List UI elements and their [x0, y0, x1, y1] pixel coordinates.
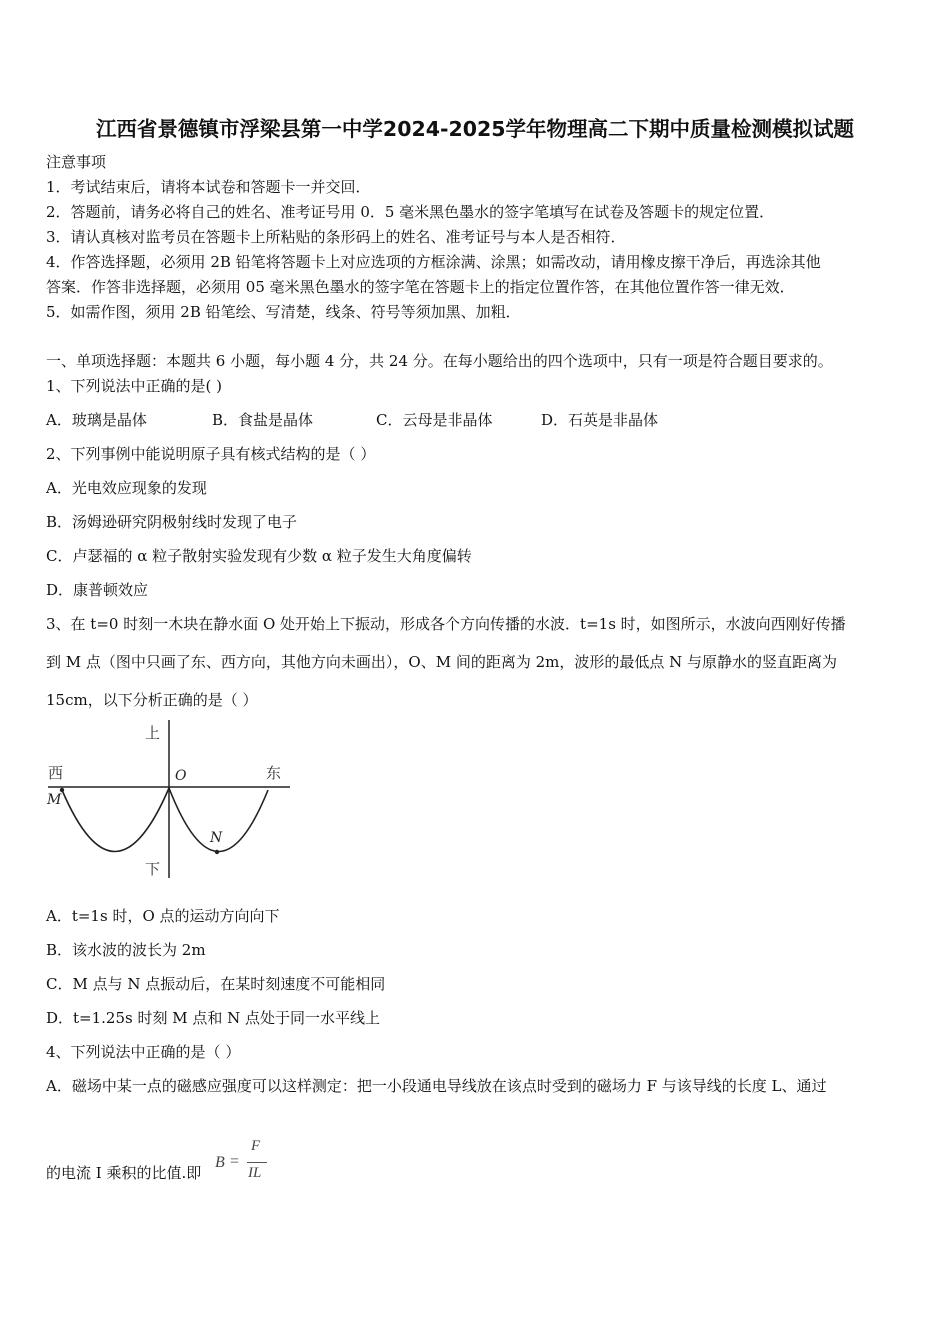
formula-equals: =	[230, 1153, 240, 1170]
section-heading: 一、单项选择题：本题共 6 小题，每小题 4 分，共 24 分。在每小题给出的四个选项中，只有一项是符合题目要求的。	[46, 352, 833, 370]
q1-stem: 1、下列说法中正确的是( )	[46, 377, 223, 395]
label-m: M	[47, 792, 62, 808]
label-up: 上	[145, 724, 161, 742]
fraction-bar	[247, 1162, 267, 1163]
notice-item-2: 2．答题前，请务必将自己的姓名、准考证号用 0．5 毫米黑色墨水的签字笔填写在试卷及答题卡的规定位置．	[46, 203, 775, 221]
wave-figure	[44, 718, 294, 886]
exam-title: 江西省景德镇市浮梁县第一中学2024-2025学年物理高二下期中质量检测模拟试题	[95, 117, 855, 141]
formula-b-equals-f-over-il	[213, 1138, 273, 1188]
q4-option-a-line-1: A．磁场中某一点的磁感应强度可以这样测定：把一小段通电导线放在该点时受到的磁场力 F 与该导线的长度 L、通过	[46, 1077, 827, 1095]
q4-option-a-line-2: 的电流 I 乘积的比值.即	[46, 1164, 202, 1182]
q1-option-d: D．石英是非晶体	[541, 411, 659, 429]
q1-option-a: A．玻璃是晶体	[46, 411, 147, 429]
q3-option-d: D．t=1.25s 时刻 M 点和 N 点处于同一水平线上	[46, 1009, 381, 1027]
q1-options	[46, 411, 658, 429]
label-down: 下	[145, 860, 161, 878]
formula-numerator: F	[251, 1138, 261, 1154]
formula-denominator: IL	[248, 1165, 262, 1181]
label-east: 东	[266, 764, 282, 782]
notice-item-4: 4．作答选择题，必须用 2B 铅笔将答题卡上对应选项的方框涂满、涂黑；如需改动，请用橡皮擦干净后，再选涂其他	[46, 253, 821, 271]
point-n	[215, 850, 219, 854]
q4-stem: 4、下列说法中正确的是（ ）	[46, 1043, 241, 1061]
q3-option-a: A．t=1s 时，O 点的运动方向向下	[46, 907, 280, 925]
label-n: N	[210, 830, 223, 846]
q2-option-b: B．汤姆逊研究阴极射线时发现了电子	[46, 513, 298, 531]
q2-stem: 2、下列事例中能说明原子具有核式结构的是（ ）	[46, 445, 376, 463]
notice-item-5: 5．如需作图，须用 2B 铅笔绘、写清楚，线条、符号等须加黑、加粗．	[46, 303, 521, 321]
q3-option-b: B．该水波的波长为 2m	[46, 941, 206, 959]
q1-option-b: B．食盐是晶体	[212, 411, 314, 429]
q1-option-c: C．云母是非晶体	[376, 411, 493, 429]
formula-lhs: B	[215, 1154, 225, 1171]
q2-option-a: A．光电效应现象的发现	[46, 479, 207, 497]
q3-stem-line-2: 到 M 点（图中只画了东、西方向，其他方向未画出），O、M 间的距离为 2m，波形的最低点 N 与原静水的竖直距离为	[46, 653, 838, 671]
q2-option-c: C．卢瑟福的 α 粒子散射实验发现有少数 α 粒子发生大角度偏转	[46, 547, 472, 565]
wave-curve	[62, 788, 268, 852]
notice-item-1: 1．考试结束后，请将本试卷和答题卡一并交回．	[46, 178, 371, 196]
q3-stem-line-1: 3、在 t=0 时刻一木块在静水面 O 处开始上下振动，形成各个方向传播的水波．t=1s 时，如图所示，水波向西刚好传播	[46, 615, 846, 633]
notice-item-3: 3．请认真核对监考员在答题卡上所粘贴的条形码上的姓名、准考证号与本人是否相符．	[46, 228, 626, 246]
q3-stem-line-3: 15cm，以下分析正确的是（ ）	[46, 691, 258, 709]
label-o: O	[175, 768, 187, 784]
label-west: 西	[48, 764, 64, 782]
notice-heading: 注意事项	[46, 153, 107, 171]
q3-option-c: C．M 点与 N 点振动后，在某时刻速度不可能相同	[46, 975, 386, 993]
notice-item-4-cont: 答案．作答非选择题，必须用 05 毫米黑色墨水的签字笔在答题卡上的指定位置作答，在其他位置作答一律无效．	[46, 278, 795, 296]
q2-option-d: D．康普顿效应	[46, 581, 149, 599]
